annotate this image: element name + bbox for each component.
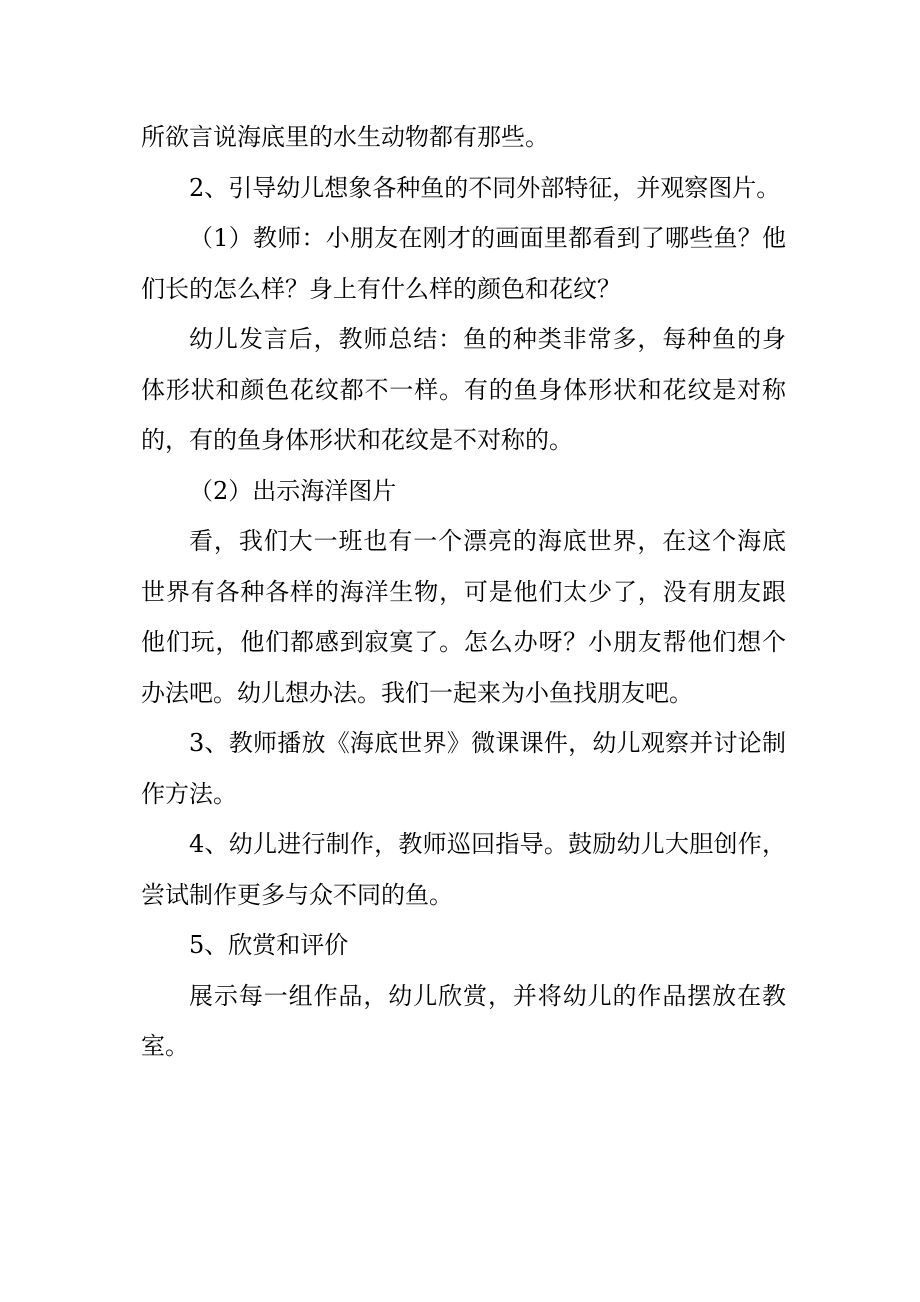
paragraph-continuation: 所欲言说海底里的水生动物都有那些。: [141, 123, 549, 151]
paragraph-teacher-summary: 幼儿发言后，教师总结：鱼的种类非常多，每种鱼的身体形状和颜色花纹都不一样。有的鱼身体形状和花纹是对称的，有的鱼身体形状和花纹是不对称的。: [141, 325, 786, 454]
paragraph-ocean-world: 看，我们大一班也有一个漂亮的海底世界，在这个海底世界有各种各样的海洋生物，可是他们太少了，没有朋友跟他们玩，他们都感到寂寞了。怎么办呀？小朋友帮他们想个办法吧。幼儿想办法。我们一起来为小鱼找朋友吧。: [141, 527, 786, 707]
paragraph-step-2-1: （1）教师：小朋友在刚才的画面里都看到了哪些鱼？他们长的怎么样？身上有什么样的颜色和花纹？: [141, 224, 786, 303]
paragraph-step-5: 5、欣赏和评价: [189, 931, 349, 959]
paragraph-step-4: 4、幼儿进行制作，教师巡回指导。鼓励幼儿大胆创作，尝试制作更多与众不同的鱼。: [141, 830, 786, 909]
paragraph-display-works: 展示每一组作品，幼儿欣赏，并将幼儿的作品摆放在教室。: [141, 981, 786, 1060]
paragraph-step-2-2: （2）出示海洋图片: [189, 476, 397, 505]
paragraph-step-3: 3、教师播放《海底世界》微课课件，幼儿观察并讨论制作方法。: [141, 729, 786, 808]
document-body: [141, 112, 786, 1072]
paragraph-step-2: 2、引导幼儿想象各种鱼的不同外部特征，并观察图片。: [189, 173, 781, 202]
